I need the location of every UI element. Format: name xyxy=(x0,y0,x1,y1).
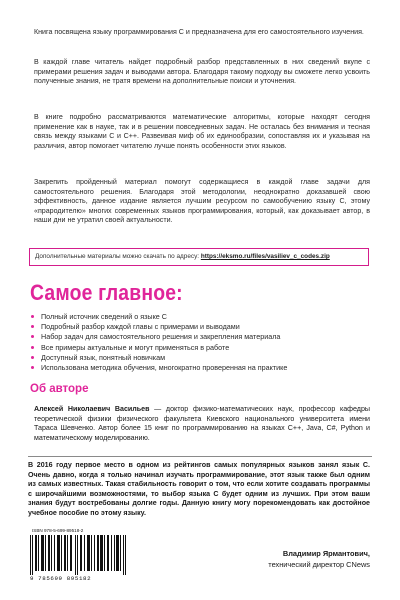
author-bio-text: — доктор физико-математических наук, профессор кафедры теоретической физики физического факультета Киевского национального университета имени Тараса Шевченко. Автор более 15 книг по программированию на языках С++, Java, С#, Python и математическому моделированию. xyxy=(34,405,370,442)
list-item: Подробный разбор каждой главы с примерами и выводами xyxy=(30,322,370,332)
barcode-icon xyxy=(30,535,130,575)
highlights-title: Самое главное: xyxy=(30,280,183,305)
highlights-list xyxy=(30,312,370,373)
list-item: Набор задач для самостоятельного решения и закрепления материала xyxy=(30,332,370,342)
barcode-block xyxy=(26,525,134,585)
intro-paragraph-1: Книга посвящена языку программирования С и предназначена для его самостоятельного изучения. xyxy=(34,28,364,36)
author-bio xyxy=(34,405,370,443)
author-name: Алексей Николаевич Васильев xyxy=(34,405,150,413)
download-link[interactable]: https://eksmo.ru/files/vasiliev_c_codes.zip xyxy=(200,253,330,260)
list-item: Полный источник сведений о языке С xyxy=(30,312,370,322)
intro-paragraph-3: В книге подробно рассматриваются математические алгоритмы, которые находят сегодня применение как в науке, так и в решении повседневных задач. Не осталась без внимания и тесная связь между языками С и С++. Развеивая миф об их единообразии, сопоставляя их и указывая на различия, автор помогает читателю лучше понять особенности этих языков. xyxy=(34,113,370,150)
divider xyxy=(28,456,372,457)
review-quote: В 2016 году первое место в одном из рейтингов самых популярных языков занял язык С. Очень давно, когда я только начинал изучать программирование, этот язык также был одним из самых известных. Такая стабильность говорит о том, что если хотите создавать программы с широчайшими возможностями, то выбор языка С будет одним из лучших. При этом ваши знания будут востребованы долгие годы. Данную книгу могу порекомендовать как достойное учебное пособие по этому языку. xyxy=(28,461,370,517)
intro-paragraph-4: Закрепить пройденный материал помогут содержащиеся в каждой главе задачи для самостоятельного решения. Благодаря этой методологии, неоднократно доказавшей свою эффективность, данное издание является лучшим ресурсом по самообучению языку С, этому «прародителю» многих современных языков программирования, который, как доказывает автор, в наши дни не утратил своей актуальности. xyxy=(34,178,370,225)
intro-paragraph-2: В каждой главе читатель найдет подробный разбор представленных в них сведений вкупе с примерами решения задач и выводами автора. Благодаря такому подходу вы сможете легко усвоить полученные знания, не тратя времени на дополнительные поиски и уточнения. xyxy=(34,58,370,86)
reviewer-name: Владимир Ярмантович, xyxy=(282,549,370,558)
list-item: Использована методика обучения, многократно проверенная на практике xyxy=(30,363,370,373)
bullet-dot-icon xyxy=(31,356,34,359)
list-item: Все примеры актуальные и могут применяться в работе xyxy=(30,343,370,353)
bullet-dot-icon xyxy=(31,325,34,328)
bullet-dot-icon xyxy=(31,366,34,369)
reviewer-role: технический директор CNews xyxy=(268,559,370,569)
review-signature xyxy=(268,549,370,570)
download-materials-box xyxy=(29,248,369,266)
list-item: Доступный язык, понятный новичкам xyxy=(30,353,370,363)
bullet-dot-icon xyxy=(31,315,34,318)
barcode-digits: 9 785699 895182 xyxy=(30,575,92,582)
isbn-label: ISBN 978-5-699-89518-2 xyxy=(32,528,84,533)
bullet-dot-icon xyxy=(31,346,34,349)
author-heading: Об авторе xyxy=(30,383,89,395)
bullet-dot-icon xyxy=(31,335,34,338)
download-label: Дополнительные материалы можно скачать по адресу: xyxy=(35,253,201,260)
